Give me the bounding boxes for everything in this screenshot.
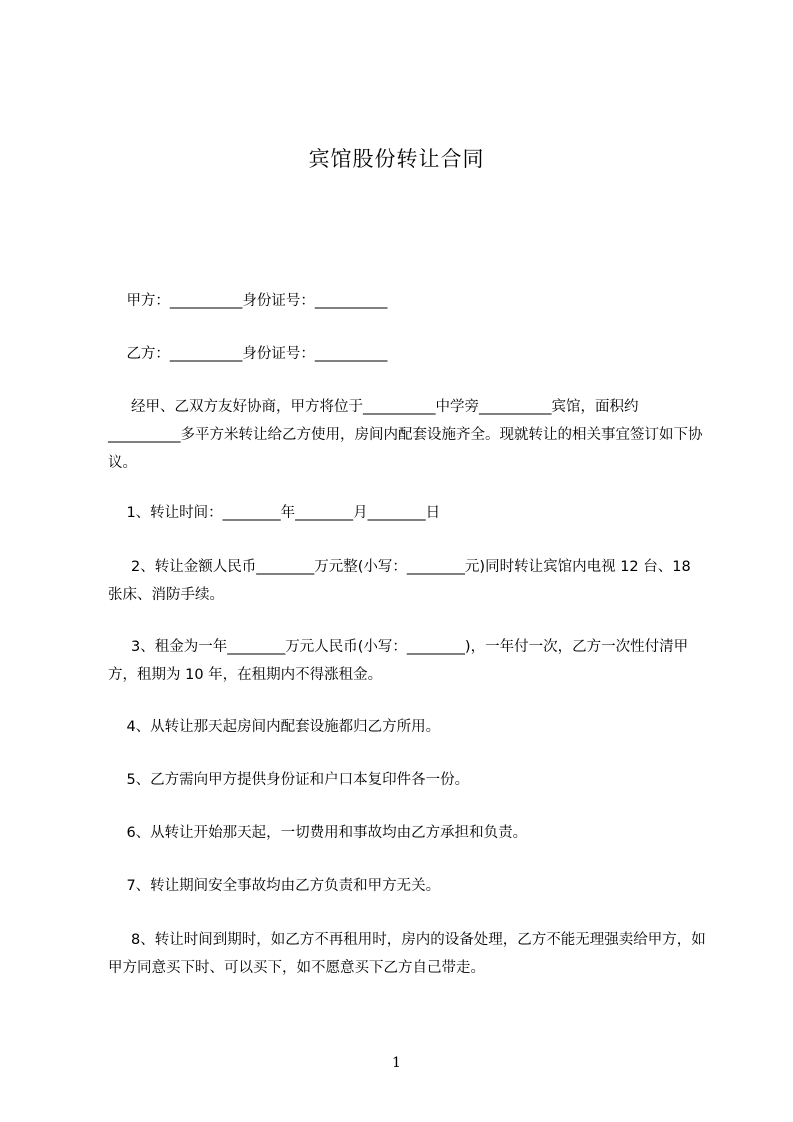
clause-4: 4、从转让那天起房间内配套设施都归乙方所用。	[108, 719, 441, 735]
clause-5: 5、乙方需向甲方提供身份证和户口本复印件各一份。	[108, 772, 470, 788]
clause-2: 2、转让金额人民币________万元整(小写：________元)同时转让宾馆内电视 12 台、18 张床、消防手续。	[108, 559, 696, 603]
clause-1: 1、转让时间：________年________月________日	[108, 505, 441, 521]
document-title: 宾馆股份转让合同	[308, 147, 485, 171]
clause-3: 3、租金为一年________万元人民币(小写：________)，一年付一次，乙方一次性付清甲方，租期为 10 年，在租期内不得涨租金。	[108, 639, 689, 683]
clause-6: 6、从转让开始那天起，一切费用和事故均由乙方承担和负责。	[108, 825, 528, 841]
clause-7: 7、转让期间安全事故均由乙方负责和甲方无关。	[108, 878, 441, 894]
page-number: 1	[392, 1055, 401, 1071]
party-b-line: 乙方：__________身份证号：__________	[108, 346, 388, 362]
clause-8: 8、转让时间到期时，如乙方不再租用时，房内的设备处理，乙方不能无理强卖给甲方，如甲方同意买下时、可以买下，如不愿意买下乙方自己带走。	[108, 932, 706, 976]
party-a-line: 甲方：__________身份证号：__________	[108, 293, 388, 309]
intro-paragraph: 经甲、乙双方友好协商，甲方将位于__________中学旁__________宾馆，面积约__________多平方米转让给乙方使用，房间内配套设施齐全。现就转让的相关事宜签订如下协议。	[108, 399, 703, 471]
